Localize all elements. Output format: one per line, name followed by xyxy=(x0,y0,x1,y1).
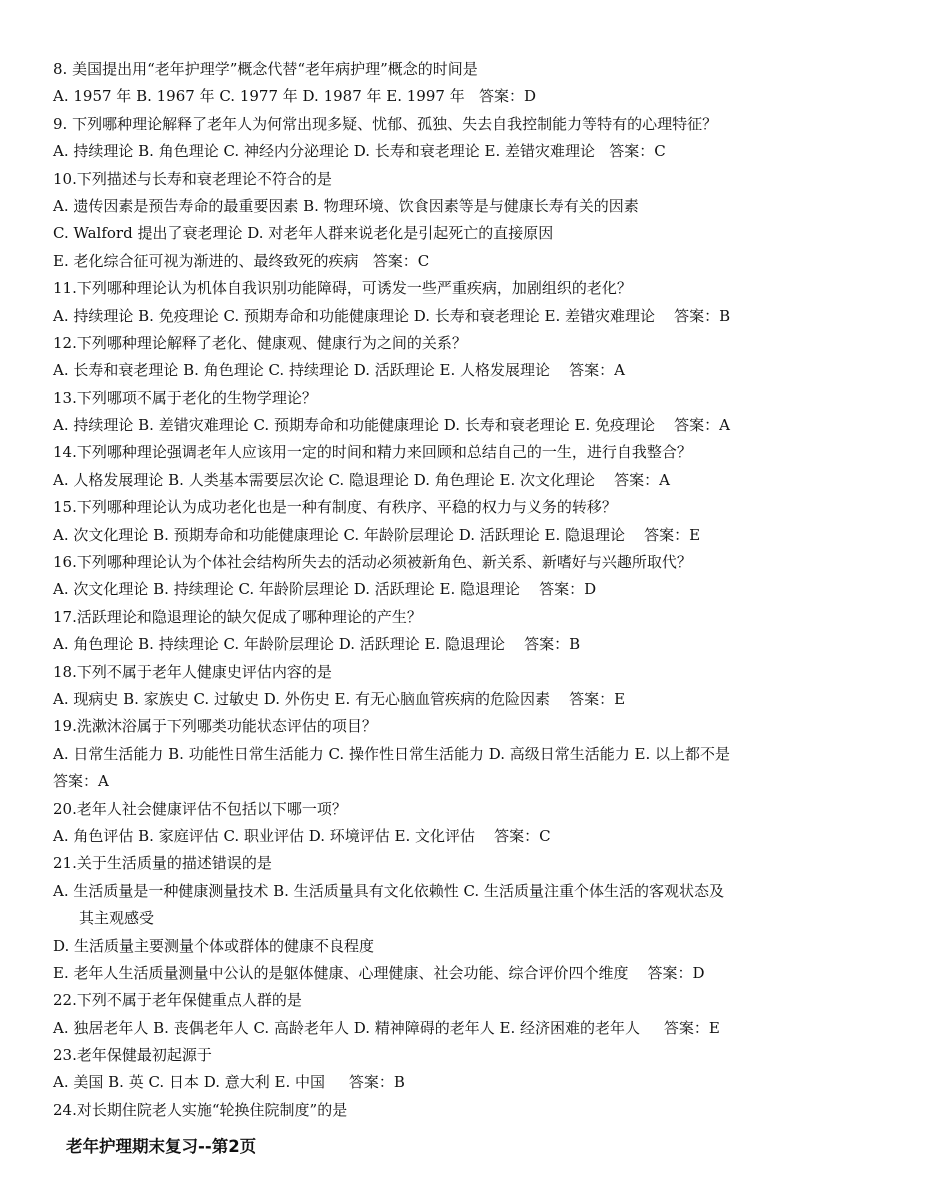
options-23: A. 美国 B. 英 C. 日本 D. 意大利 E. 中国 答案：B xyxy=(53,1073,405,1092)
question-11: 11.下列哪种理论认为机体自我识别功能障碍，可诱发一些严重疾病，加剧组织的老化？ xyxy=(53,279,632,298)
question-17: 17.活跃理论和隐退理论的缺欠促成了哪种理论的产生？ xyxy=(53,607,422,626)
question-9: 9. 下列哪种理论解释了老年人为何常出现多疑、忧郁、孤独、失去自我控制能力等特有的心理特征？ xyxy=(53,114,718,133)
options-14: A. 人格发展理论 B. 人类基本需要层次论 C. 隐退理论 D. 角色理论 E. 次文化理论 答案：A xyxy=(53,470,670,489)
question-10: 10.下列描述与长寿和衰老理论不符合的是 xyxy=(53,169,332,188)
options-21-a-c: A. 生活质量是一种健康测量技术 B. 生活质量具有文化依赖性 C. 生活质量注重个体生活的客观状态及 xyxy=(53,881,724,900)
options-22: A. 独居老年人 B. 丧偶老年人 C. 高龄老年人 D. 精神障碍的老年人 E. 经济困难的老年人 答案：E xyxy=(53,1018,720,1037)
options-11: A. 持续理论 B. 免疫理论 C. 预期寿命和功能健康理论 D. 长寿和衰老理论 E. 差错灾难理论 答案：B xyxy=(53,306,731,325)
options-8: A. 1957 年 B. 1967 年 C. 1977 年 D. 1987 年 E. 1997 年 答案：D xyxy=(53,87,537,106)
question-13: 13.下列哪项不属于老化的生物学理论？ xyxy=(53,388,317,407)
question-8: 8. 美国提出用“老年护理学”概念代替“老年病护理”概念的时间是 xyxy=(53,60,478,78)
options-18: A. 现病史 B. 家族史 C. 过敏史 D. 外伤史 E. 有无心脑血管疾病的危险因素 答案：E xyxy=(53,689,626,708)
question-20: 20.老年人社会健康评估不包括以下哪一项？ xyxy=(53,799,347,818)
question-list xyxy=(53,56,883,1124)
page-footer: 老年护理期末复习--第2页 xyxy=(66,1137,257,1156)
question-12: 12.下列哪种理论解释了老化、健康观、健康行为之间的关系？ xyxy=(53,333,467,352)
options-10-e: E. 老化综合征可视为渐进的、最终致死的疾病 答案：C xyxy=(53,251,430,270)
question-24: 24.对长期住院老人实施“轮换住院制度”的是 xyxy=(53,1100,348,1119)
options-17: A. 角色理论 B. 持续理论 C. 年龄阶层理论 D. 活跃理论 E. 隐退理论 答案：B xyxy=(53,635,581,654)
options-21-c-continued: 其主观感受 xyxy=(79,909,155,928)
question-21: 21.关于生活质量的描述错误的是 xyxy=(53,854,272,873)
options-16: A. 次文化理论 B. 持续理论 C. 年龄阶层理论 D. 活跃理论 E. 隐退理论 答案：D xyxy=(53,580,597,599)
options-13: A. 持续理论 B. 差错灾难理论 C. 预期寿命和功能健康理论 D. 长寿和衰老理论 E. 免疫理论 答案：A xyxy=(53,416,730,435)
options-10-c-d: C. Walford 提出了衰老理论 D. 对老年人群来说老化是引起死亡的直接原因 xyxy=(53,224,554,243)
question-19: 19.洗漱沐浴属于下列哪类功能状态评估的项目？ xyxy=(53,717,377,736)
options-9: A. 持续理论 B. 角色理论 C. 神经内分泌理论 D. 长寿和衰老理论 E. 差错灾难理论 答案：C xyxy=(53,142,666,161)
question-15: 15.下列哪种理论认为成功老化也是一种有制度、有秩序、平稳的权力与义务的转移？ xyxy=(53,498,617,517)
options-10-a-b: A. 遗传因素是预告寿命的最重要因素 B. 物理环境、饮食因素等是与健康长寿有关的因素 xyxy=(53,196,639,215)
options-12: A. 长寿和衰老理论 B. 角色理论 C. 持续理论 D. 活跃理论 E. 人格发展理论 答案：A xyxy=(53,361,625,380)
question-23: 23.老年保健最初起源于 xyxy=(53,1046,212,1065)
answer-19: 答案：A xyxy=(53,772,109,791)
options-21-d: D. 生活质量主要测量个体或群体的健康不良程度 xyxy=(53,936,375,955)
question-16: 16.下列哪种理论认为个体社会结构所失去的活动必须被新角色、新关系、新嗜好与兴趣所取代？ xyxy=(53,553,692,572)
options-20: A. 角色评估 B. 家庭评估 C. 职业评估 D. 环境评估 E. 文化评估 答案：C xyxy=(53,826,551,845)
options-21-e: E. 老年人生活质量测量中公认的是躯体健康、心理健康、社会功能、综合评价四个维度 答案：D xyxy=(53,963,705,982)
options-15: A. 次文化理论 B. 预期寿命和功能健康理论 C. 年龄阶层理论 D. 活跃理论 E. 隐退理论 答案：E xyxy=(53,525,701,544)
question-14: 14.下列哪种理论强调老年人应该用一定的时间和精力来回顾和总结自己的一生，进行自我整合？ xyxy=(53,443,692,462)
options-19: A. 日常生活能力 B. 功能性日常生活能力 C. 操作性日常生活能力 D. 高级日常生活能力 E. 以上都不是 xyxy=(53,744,730,763)
question-18: 18.下列不属于老年人健康史评估内容的是 xyxy=(53,662,332,681)
question-22: 22.下列不属于老年保健重点人群的是 xyxy=(53,991,302,1010)
